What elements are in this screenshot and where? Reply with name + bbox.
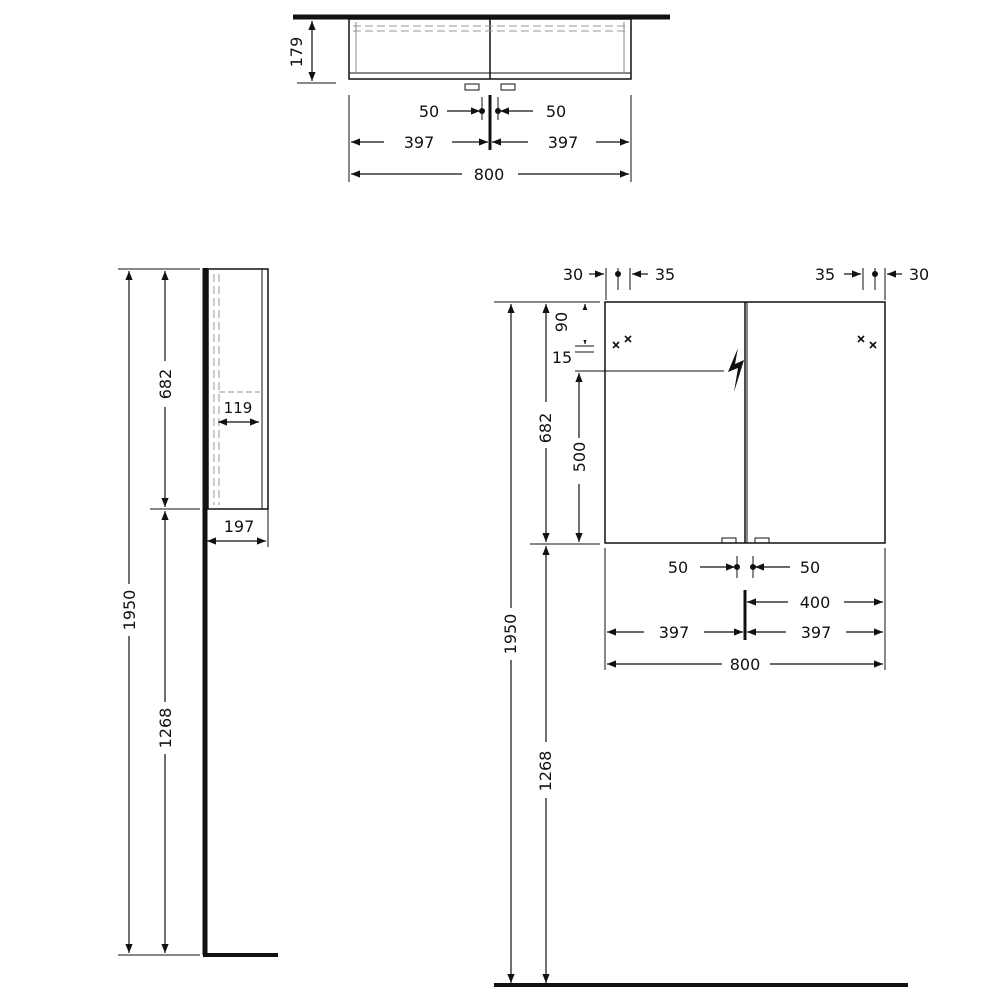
socket-height-label: 500 (570, 441, 589, 473)
mount-height-label: 1268 (156, 707, 175, 749)
front-view-labels (500, 265, 929, 798)
hinge-right-a-label: 35 (814, 265, 836, 284)
cross-mark-icon (858, 336, 876, 348)
half-left-label: 397 (403, 133, 435, 152)
cross-mark-icon (613, 336, 631, 348)
lightning-icon (728, 348, 744, 392)
side-view-labels (118, 361, 256, 754)
top-view (293, 17, 670, 182)
total-height-label: 1950 (120, 589, 139, 631)
front-cabinet-height-label: 682 (536, 412, 555, 444)
outer-depth-label: 197 (223, 517, 255, 536)
front-total-width-label: 800 (729, 655, 761, 674)
cabinet-height-label: 682 (156, 368, 175, 400)
hinge-left-b-label: 35 (654, 265, 676, 284)
hinge-right-b-label: 30 (908, 265, 930, 284)
front-total-height-label: 1950 (501, 613, 520, 655)
front-half-left-label: 397 (658, 623, 690, 642)
top-view-labels (287, 37, 596, 185)
inner-depth-label: 119 (223, 399, 253, 417)
socket-offset-label: 400 (799, 593, 831, 612)
handle-right (501, 84, 515, 90)
side-view (118, 268, 278, 955)
socket-gap-label: 15 (551, 348, 573, 367)
front-offset-left-label: 50 (667, 558, 689, 577)
offset-left-label: 50 (418, 102, 440, 121)
cabinet-body-side (208, 269, 268, 509)
total-width-label: 800 (473, 165, 505, 184)
depth-label: 179 (287, 36, 306, 68)
half-right-label: 397 (547, 133, 579, 152)
front-half-right-label: 397 (800, 623, 832, 642)
offset-right-label: 50 (545, 102, 567, 121)
front-mount-height-label: 1268 (536, 750, 555, 792)
front-offset-right-label: 50 (799, 558, 821, 577)
handle-left (465, 84, 479, 90)
hinge-left-a-label: 30 (562, 265, 584, 284)
top-offset-label: 90 (552, 311, 571, 333)
